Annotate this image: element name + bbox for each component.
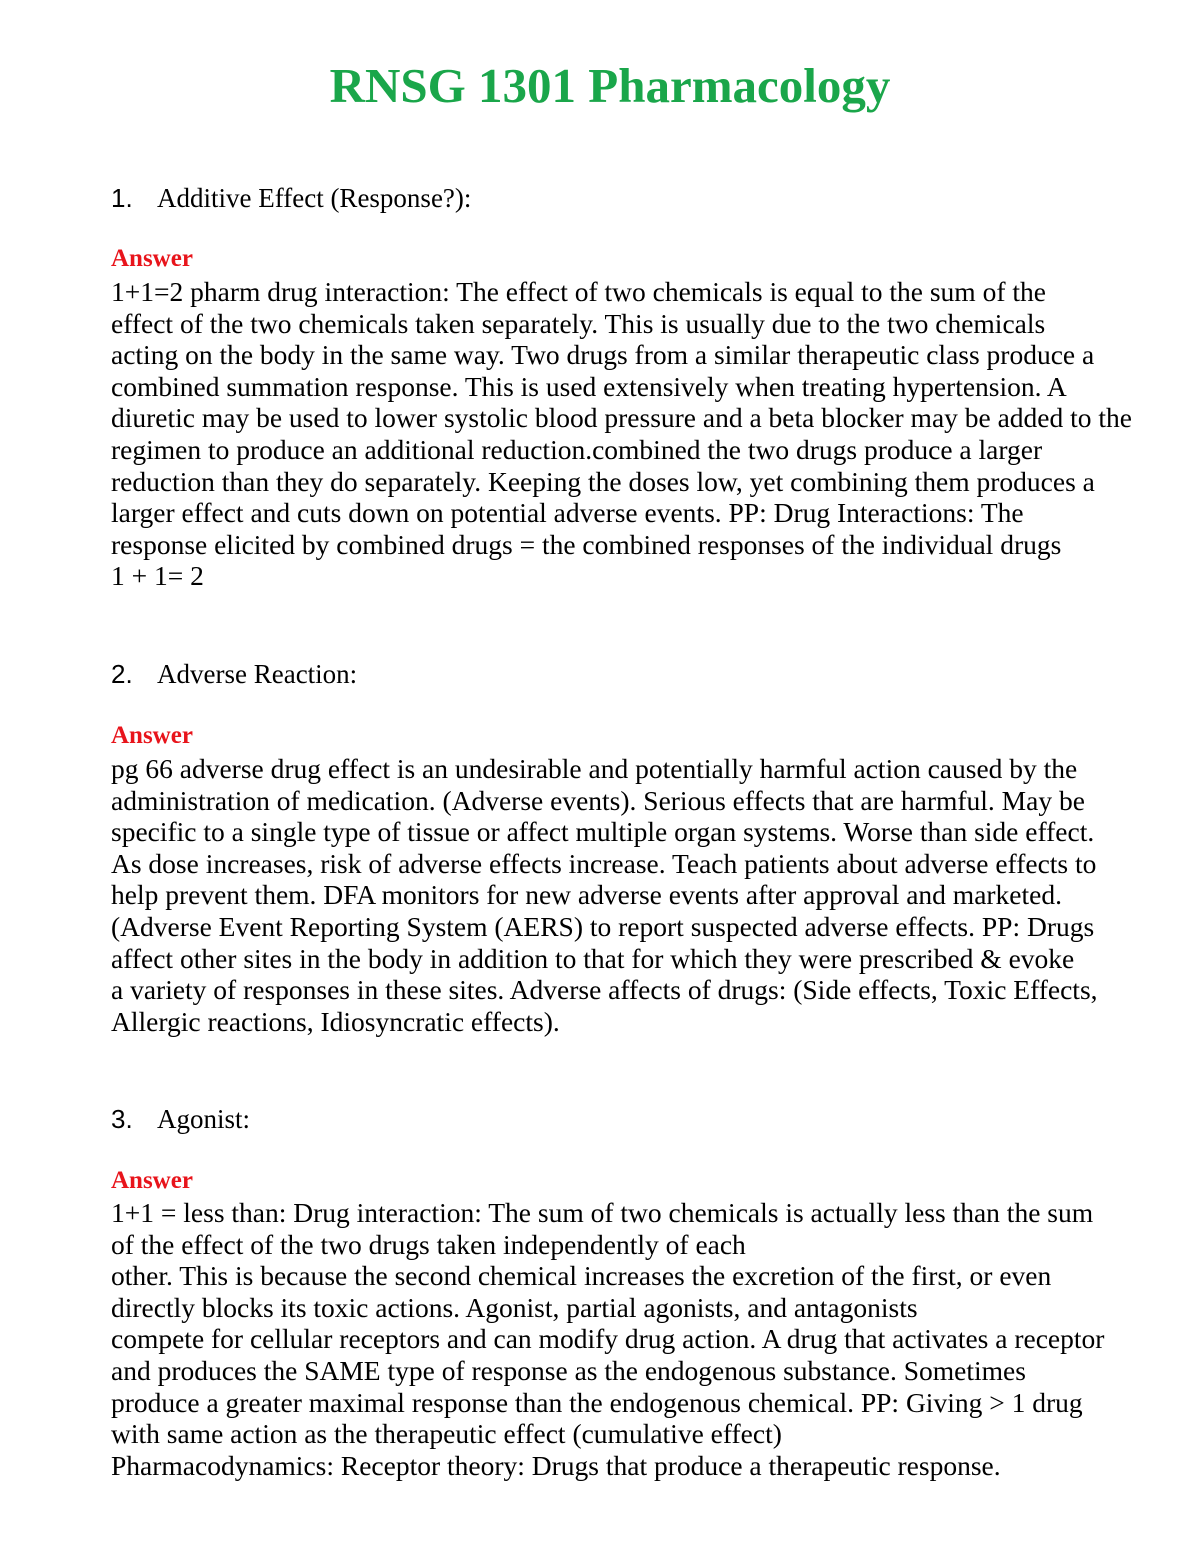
question-3 bbox=[111, 1102, 250, 1136]
answer-line: 1+1=2 pharm drug interaction: The effect of two chemicals is equal to the sum of the bbox=[111, 276, 1046, 307]
answer-line: response elicited by combined drugs = the combined responses of the individual drugs bbox=[111, 528, 1062, 560]
question-number: 3. bbox=[111, 1104, 133, 1134]
answer-line: reduction than they do separately. Keeping the doses low, yet combining them produces a bbox=[111, 465, 1095, 497]
answer-line: produce a greater maximal response than the endogenous chemical. PP: Giving > 1 drug bbox=[111, 1386, 1083, 1418]
answer-line: with same action as the therapeutic effect (cumulative effect) bbox=[111, 1418, 782, 1450]
question-prompt: Agonist: bbox=[157, 1104, 251, 1134]
answer-line: directly blocks its toxic actions. Agonist, partial agonists, and antagonists bbox=[111, 1291, 918, 1323]
answer-line: administration of medication. (Adverse events). Serious effects that are harmful. May be bbox=[111, 784, 1085, 816]
answer-line: and produces the SAME type of response as the endogenous substance. Sometimes bbox=[111, 1354, 1026, 1386]
answer-line: combined summation response. This is used extensively when treating hypertension. A bbox=[111, 370, 1067, 402]
question-prompt: Adverse Reaction: bbox=[157, 659, 358, 689]
answer-line: compete for cellular receptors and can modify drug action. A drug that activates a receptor bbox=[111, 1323, 1105, 1355]
answer-line: As dose increases, risk of adverse effects increase. Teach patients about adverse effects to bbox=[111, 847, 1097, 879]
answer-line: (Adverse Event Reporting System (AERS) to report suspected adverse effects. PP: Drugs bbox=[111, 910, 1095, 942]
answer-line: of the effect of the two drugs taken independently of each bbox=[111, 1228, 746, 1260]
answer-text bbox=[111, 1197, 1111, 1481]
answer-line: diuretic may be used to lower systolic blood pressure and a beta blocker may be added to the bbox=[111, 402, 1133, 434]
answer-line: Pharmacodynamics: Receptor theory: Drugs that produce a therapeutic response. bbox=[111, 1449, 1001, 1481]
answer-line: help prevent them. DFA monitors for new adverse events after approval and marketed. bbox=[111, 879, 1062, 911]
answer-line: larger effect and cuts down on potential adverse events. PP: Drug Interactions: The bbox=[111, 497, 1024, 529]
page-title: RNSG 1301 Pharmacology bbox=[329, 58, 891, 113]
answer-line: pg 66 adverse drug effect is an undesirable and potentially harmful action caused by the bbox=[111, 753, 1078, 784]
answer-line: effect of the two chemicals taken separately. This is usually due to the two chemicals bbox=[111, 307, 1046, 339]
answer-line: Allergic reactions, Idiosyncratic effects). bbox=[111, 1005, 560, 1037]
question-prompt: Additive Effect (Response?): bbox=[157, 183, 472, 213]
question-number: 2. bbox=[111, 659, 133, 689]
answer-label: Answer bbox=[111, 245, 193, 272]
answer-line: a variety of responses in these sites. Adverse affects of drugs: (Side effects, Toxic Effects, bbox=[111, 974, 1098, 1006]
answer-label: Answer bbox=[111, 1167, 193, 1194]
answer-text bbox=[111, 276, 1133, 592]
question-2 bbox=[111, 657, 357, 691]
answer-line: specific to a single type of tissue or affect multiple organ systems. Worse than side effect. bbox=[111, 816, 1095, 848]
answer-line: affect other sites in the body in addition to that for which they were prescribed & evoke bbox=[111, 942, 1075, 974]
answer-line: regimen to produce an additional reduction.combined the two drugs produce a larger bbox=[111, 433, 1043, 465]
answer-line: acting on the body in the same way. Two drugs from a similar therapeutic class produce a bbox=[111, 339, 1095, 371]
answer-line: 1+1 = less than: Drug interaction: The sum of two chemicals is actually less than the sum bbox=[111, 1197, 1094, 1228]
question-1 bbox=[111, 181, 471, 215]
answer-line: other. This is because the second chemical increases the excretion of the first, or even bbox=[111, 1260, 1052, 1292]
answer-label: Answer bbox=[111, 722, 193, 749]
answer-text bbox=[111, 753, 1111, 1037]
question-number: 1. bbox=[111, 183, 133, 213]
answer-line: 1 + 1= 2 bbox=[111, 560, 204, 592]
